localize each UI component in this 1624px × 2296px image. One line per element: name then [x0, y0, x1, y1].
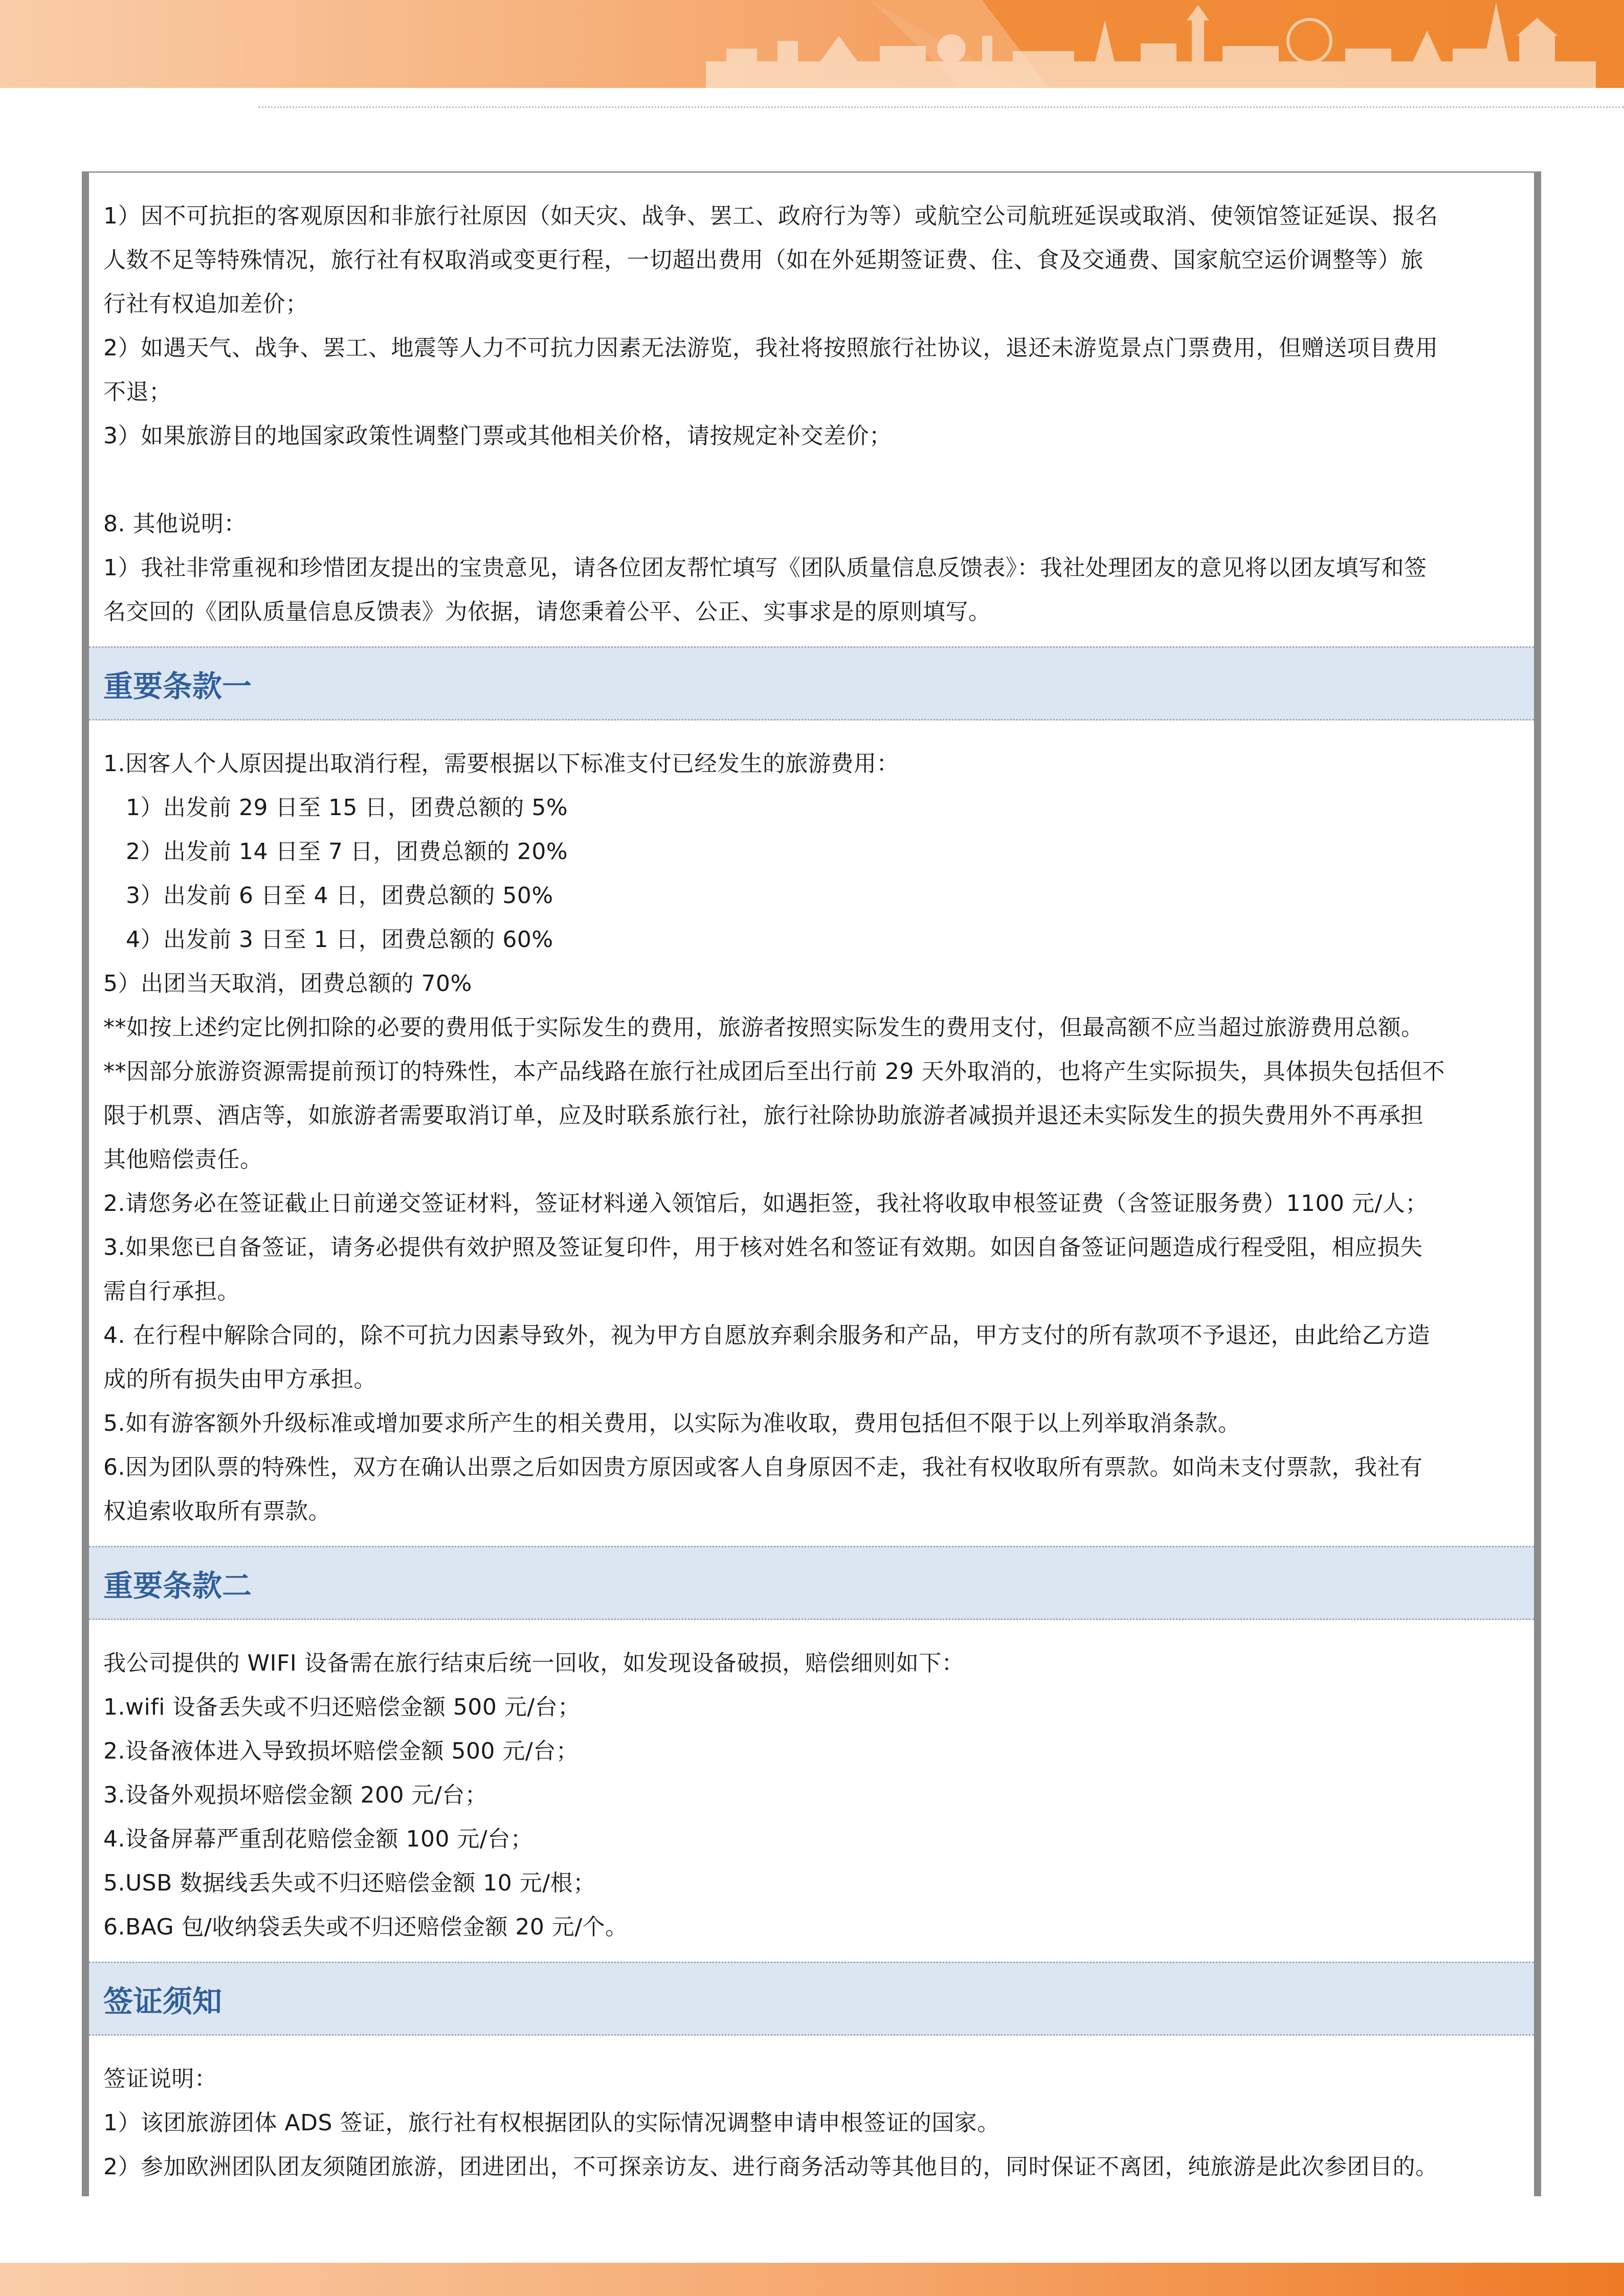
section-title: 重要条款一	[103, 668, 252, 704]
content-frame	[82, 171, 1541, 2196]
paragraph-line: 2）如遇天气、战争、罢工、地震等人力不可抗力因素无法游览，我社将按照旅行社协议，退还未游览景点门票费用，但赠送项目费用	[103, 335, 1438, 361]
general-notes-section	[89, 173, 1534, 646]
paragraph-line: 1）我社非常重视和珍惜团友提出的宝贵意见，请各位团友帮忙填写《团队质量信息反馈表》：我社处理团友的意见将以团友填写和签	[103, 555, 1427, 581]
terms-1-section	[89, 721, 1534, 1546]
paragraph-line: 不退；	[103, 379, 172, 405]
paragraph-line: 3.如果您已自备签证，请务必提供有效护照及签证复印件，用于核对姓名和签证有效期。如因自备签证问题造成行程受阻，相应损失	[103, 1234, 1423, 1260]
paragraph-line: 1）该团旅游团体 ADS 签证，旅行社有权根据团队的实际情况调整申请申根签证的国家。	[103, 2110, 1000, 2136]
compensation-item: 1.wifi 设备丢失或不归还赔偿金额 500 元/台；	[103, 1694, 581, 1720]
terms-2-section	[89, 1620, 1534, 1962]
section-header-terms-2	[89, 1546, 1534, 1620]
compensation-item: 3.设备外观损坏赔偿金额 200 元/台；	[103, 1782, 488, 1808]
section-header-terms-1	[89, 646, 1534, 721]
paragraph-line: 1）因不可抗拒的客观原因和非旅行社原因（如天灾、战争、罢工、政府行为等）或航空公司航班延误或取消、使领馆签证延误、报名	[103, 203, 1438, 229]
fee-tier-line: 4）出发前 3 日至 1 日，团费总额的 60%	[126, 927, 553, 953]
fee-tier-line: 5）出团当天取消，团费总额的 70%	[103, 971, 472, 997]
bottom-band	[0, 2263, 1624, 2296]
paragraph-line: **因部分旅游资源需提前预订的特殊性，本产品线路在旅行社成团后至出行前 29 天外取消的，也将产生实际损失，具体损失包括但不	[103, 1059, 1445, 1085]
section-title: 签证须知	[103, 1984, 223, 2019]
paragraph-line: 其他赔偿责任。	[103, 1146, 263, 1173]
fee-tier-line: 3）出发前 6 日至 4 日，团费总额的 50%	[126, 883, 553, 909]
blank-line	[103, 458, 1522, 502]
paragraph-line: 需自行承担。	[103, 1278, 240, 1304]
paragraph-line: 人数不足等特殊情况，旅行社有权取消或变更行程，一切超出费用（如在外延期签证费、住、食及交通费、国家航空运价调整等）旅	[103, 247, 1423, 273]
paragraph-line: 2.请您务必在签证截止日前递交签证材料，签证材料递入领馆后，如遇拒签，我社将收取申根签证费（含签证服务费）1100 元/人；	[103, 1190, 1428, 1217]
section-title: 重要条款二	[103, 1568, 252, 1603]
paragraph-line: 3）如果旅游目的地国家政策性调整门票或其他相关价格，请按规定补交差价；	[103, 423, 892, 449]
compensation-item: 6.BAG 包/收纳袋丢失或不归还赔偿金额 20 元/个。	[103, 1914, 628, 1940]
paragraph-line: 2）参加欧洲团队团友须随团旅游，团进团出，不可探亲访友、进行商务活动等其他目的，同时保证不离团，纯旅游是此次参团目的。	[103, 2154, 1438, 2180]
paragraph-line: 6.因为团队票的特殊性，双方在确认出票之后如因贵方原因或客人自身原因不走，我社有权收取所有票款。如尚未支付票款，我社有	[103, 1454, 1423, 1480]
paragraph-line: **如按上述约定比例扣除的必要的费用低于实际发生的费用，旅游者按照实际发生的费用支付，但最高额不应当超过旅游费用总额。	[103, 1015, 1424, 1041]
paragraph-line: 5.如有游客额外升级标准或增加要求所产生的相关费用，以实际为准收取，费用包括但不限于以上列举取消条款。	[103, 1410, 1241, 1436]
other-notes-heading: 8. 其他说明：	[103, 511, 247, 537]
paragraph-line: 成的所有损失由甲方承担。	[103, 1366, 376, 1392]
top-banner	[0, 0, 1624, 88]
top-dotted-rule	[258, 106, 1624, 108]
compensation-item: 4.设备屏幕严重刮花赔偿金额 100 元/台；	[103, 1826, 533, 1852]
fee-tier-line: 2）出发前 14 日至 7 日，团费总额的 20%	[126, 839, 568, 865]
visa-notes-section	[89, 2036, 1534, 2201]
section-header-visa	[89, 1962, 1534, 2036]
paragraph-line: 1.因客人个人原因提出取消行程，需要根据以下标准支付已经发生的旅游费用：	[103, 751, 899, 777]
paragraph-line: 限于机票、酒店等，如旅游者需要取消订单，应及时联系旅行社，旅行社除协助旅游者减损并退还未实际发生的损失费用外不再承担	[103, 1102, 1423, 1129]
compensation-item: 2.设备液体进入导致损坏赔偿金额 500 元/台；	[103, 1738, 579, 1764]
paragraph-line: 行社有权追加差价；	[103, 291, 308, 317]
paragraph-line: 签证说明：	[103, 2066, 217, 2092]
paragraph-line: 4. 在行程中解除合同的，除不可抗力因素导致外，视为甲方自愿放弃剩余服务和产品，甲方支付的所有款项不予退还，由此给乙方造	[103, 1322, 1430, 1348]
paragraph-line: 名交回的《团队质量信息反馈表》为依据，请您秉着公平、公正、实事求是的原则填写。	[103, 599, 991, 625]
paragraph-line: 权追索收取所有票款。	[103, 1498, 331, 1524]
compensation-item: 5.USB 数据线丢失或不归还赔偿金额 10 元/根；	[103, 1870, 596, 1896]
fee-tier-line: 1）出发前 29 日至 15 日，团费总额的 5%	[126, 795, 568, 821]
paragraph-line: 我公司提供的 WIFI 设备需在旅行结束后统一回收，如发现设备破损，赔偿细则如下：	[103, 1650, 965, 1676]
